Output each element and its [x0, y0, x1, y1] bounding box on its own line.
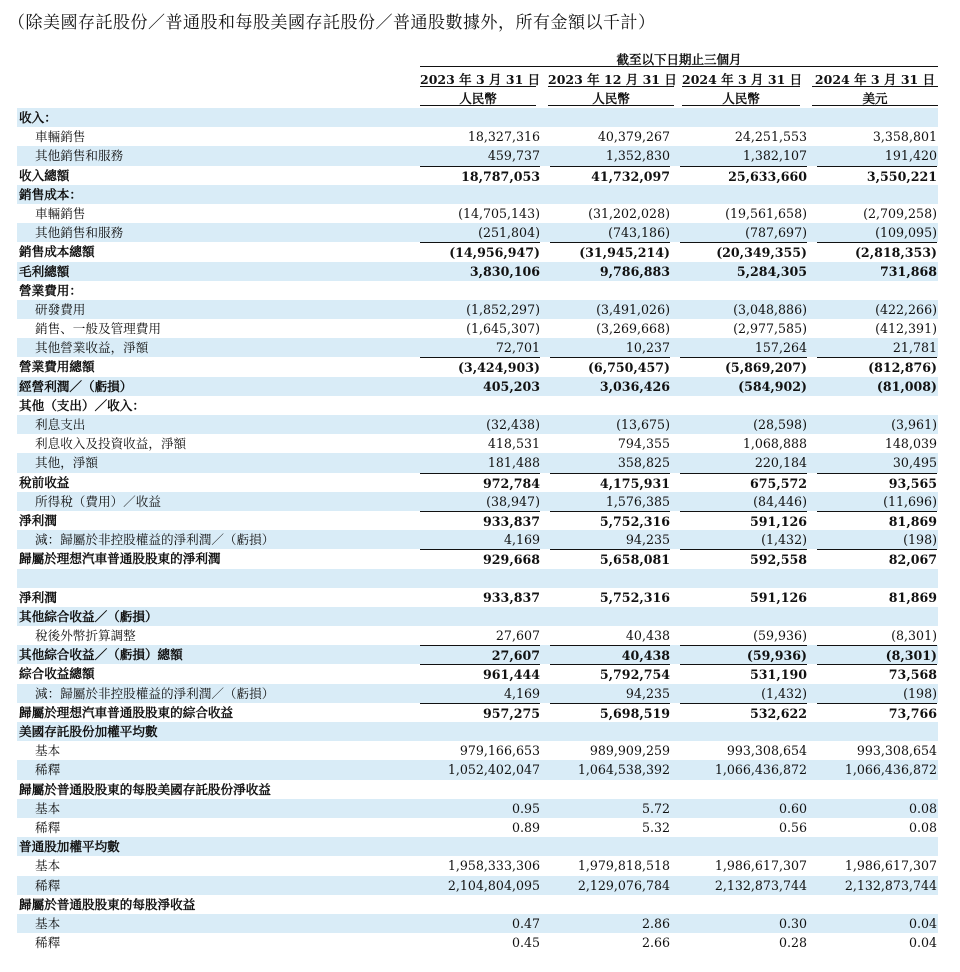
row-value: 5.32: [641, 819, 670, 835]
row-label: 研發費用: [35, 301, 86, 317]
row-value: (3,269,668): [596, 321, 670, 337]
row-value: 591,126: [680, 511, 807, 531]
table-row: [17, 760, 938, 779]
row-value: (59,936): [680, 645, 807, 665]
table-row: [17, 127, 938, 146]
row-value: 73,766: [817, 703, 937, 726]
row-value: 0.08: [908, 819, 937, 835]
table-row: [17, 799, 938, 818]
column-date-2: 2023 年 12 月 31 日: [548, 72, 677, 87]
row-value: (584,902): [738, 378, 807, 394]
row-value: 358,825: [617, 455, 670, 471]
row-value: 459,737: [487, 148, 540, 164]
row-value: 0.08: [908, 800, 937, 816]
row-value: 40,379,267: [597, 129, 670, 145]
table-row: [17, 377, 938, 396]
row-value: 0.47: [511, 915, 540, 931]
period-title: 截至以下日期止三個月: [616, 52, 742, 67]
row-value: 27,607: [495, 628, 540, 644]
table-row: [17, 185, 938, 204]
table-row: [17, 895, 938, 914]
row-label: 稀釋: [35, 819, 61, 835]
table-row: [17, 856, 938, 875]
row-label: 經營利潤／（虧損）: [19, 378, 133, 394]
row-value: (8,301): [817, 645, 937, 665]
row-value: 25,633,660: [680, 166, 807, 186]
row-value: 41,732,097: [550, 166, 670, 186]
row-label: 稀釋: [35, 935, 61, 951]
row-value: 405,203: [483, 378, 540, 394]
row-value: (198): [903, 532, 937, 548]
row-label: 收入：: [19, 110, 57, 125]
table-row: [17, 722, 938, 741]
row-label: 基本: [35, 800, 61, 816]
row-value: 1,064,538,392: [577, 762, 670, 778]
row-value: (31,945,214): [550, 242, 670, 262]
table-row: [17, 569, 938, 588]
row-value: 957,275: [420, 703, 540, 726]
table-row: [17, 473, 938, 492]
table-row: [17, 357, 938, 376]
row-value: (14,956,947): [420, 242, 540, 262]
table-row: [17, 242, 938, 261]
row-value: 5,284,305: [736, 263, 807, 279]
row-value: 2,104,804,095: [447, 877, 540, 893]
table-row: [17, 415, 938, 434]
row-label: 減：歸屬於非控股權益的淨利潤／（虧損）: [35, 532, 275, 548]
row-label: 基本: [35, 743, 61, 759]
table-row: [17, 530, 938, 549]
row-value: 0.28: [778, 935, 807, 951]
column-currency-4: 美元: [812, 89, 938, 106]
row-label: 其他營業收益，淨額: [35, 340, 149, 356]
row-label: 歸屬於普通股股東的每股淨收益: [19, 896, 196, 912]
row-value: 220,184: [754, 455, 807, 471]
row-value: (2,709,258): [863, 205, 937, 221]
row-value: 1,576,385: [605, 493, 670, 509]
row-value: 3,830,106: [469, 263, 540, 279]
row-label: 綜合收益總額: [19, 666, 95, 682]
row-value: (1,432): [761, 685, 807, 701]
row-value: 591,126: [750, 589, 807, 605]
row-label: 淨利潤: [19, 589, 57, 605]
row-value: 94,235: [625, 685, 670, 701]
row-value: (5,869,207): [680, 357, 807, 377]
row-value: 191,420: [884, 148, 937, 164]
period-title-rule: [420, 66, 938, 67]
row-value: 0.04: [908, 935, 937, 951]
row-label: 歸屬於理想汽車普通股股東的綜合收益: [19, 704, 234, 720]
row-label: 淨利潤: [19, 512, 57, 528]
row-label: 普通股加權平均數: [19, 839, 120, 855]
table-row: [17, 933, 938, 952]
row-value: (6,750,457): [550, 357, 670, 377]
row-value: (31,202,028): [588, 205, 670, 221]
table-row: [17, 588, 938, 607]
row-value: 27,607: [420, 645, 540, 665]
row-value: 5,658,081: [550, 549, 670, 572]
column-date-4: 2024 年 3 月 31 日: [812, 70, 938, 87]
row-value: 1,986,617,307: [844, 858, 937, 874]
table-row: [17, 453, 938, 472]
table-row: [17, 684, 938, 703]
row-label: 所得稅（費用）／收益: [35, 493, 161, 509]
table-row: [17, 262, 938, 281]
row-value: 5,752,316: [550, 511, 670, 531]
row-value: (3,048,886): [733, 301, 807, 317]
row-value: 961,444: [420, 664, 540, 684]
row-value: 731,868: [880, 263, 937, 279]
row-value: 1,958,333,306: [447, 858, 540, 874]
row-value: (412,391): [875, 321, 937, 337]
row-value: 94,235: [625, 532, 670, 548]
row-value: (81,008): [876, 378, 937, 394]
row-value: 2,132,873,744: [844, 877, 937, 893]
row-label: 稀釋: [35, 877, 61, 893]
row-value: 10,237: [625, 340, 670, 356]
row-value: 989,909,259: [589, 743, 670, 759]
table-row: [17, 166, 938, 185]
row-value: 2.66: [641, 935, 670, 951]
row-value: 157,264: [754, 340, 807, 356]
row-value: (3,424,903): [420, 357, 540, 377]
row-value: (13,675): [616, 417, 670, 432]
row-value: 2.86: [641, 915, 670, 931]
row-value: 0.56: [778, 819, 807, 835]
row-value: (19,561,658): [725, 205, 807, 221]
row-value: 3,358,801: [872, 129, 937, 145]
row-value: 3,550,221: [817, 166, 937, 186]
row-value: 929,668: [420, 549, 540, 572]
column-currency-2: 人民幣: [548, 89, 674, 106]
row-value: 532,622: [680, 703, 807, 726]
row-label: 其他綜合收益／（虧損）總額: [19, 647, 183, 663]
row-label: 減：歸屬於非控股權益的淨利潤／（虧損）: [35, 685, 275, 701]
row-label: 其他銷售和服務: [35, 225, 124, 241]
statement-table: [17, 108, 938, 952]
row-value: 1,066,436,872: [714, 762, 807, 778]
row-label: 稅前收益: [19, 474, 70, 490]
row-label: 歸屬於普通股股東的每股美國存託股份淨收益: [19, 781, 271, 797]
table-row: [17, 300, 938, 319]
row-value: 933,837: [420, 511, 540, 531]
row-value: 0.60: [778, 800, 807, 816]
row-value: (251,804): [478, 225, 540, 241]
table-row: [17, 664, 938, 683]
table-row: [17, 645, 938, 664]
table-row: [17, 703, 938, 722]
table-row: [17, 146, 938, 165]
row-value: (109,095): [875, 225, 937, 241]
row-label: 毛利總額: [19, 263, 70, 279]
row-value: 1,052,402,047: [447, 762, 540, 778]
amount-unit-note: （除美國存託股份／普通股和每股美國存託股份／普通股數據外，所有金額以千計）: [8, 13, 656, 33]
row-value: (38,947): [486, 493, 540, 509]
row-value: 0.45: [511, 935, 540, 951]
column-date-1: 2023 年 3 月 31 日: [420, 72, 541, 87]
row-value: 1,066,436,872: [844, 762, 937, 778]
table-row: [17, 876, 938, 895]
row-value: 72,701: [495, 340, 540, 356]
row-value: 81,869: [817, 511, 937, 531]
table-row: [17, 281, 938, 300]
row-value: 531,190: [680, 664, 807, 684]
row-label: 基本: [35, 915, 61, 931]
row-value: 5,698,519: [550, 703, 670, 726]
row-value: (3,491,026): [596, 301, 670, 317]
row-value: (422,266): [875, 301, 937, 317]
row-value: (1,852,297): [466, 301, 540, 317]
row-value: 0.04: [908, 915, 937, 931]
table-row: [17, 204, 938, 223]
row-value: 4,175,931: [550, 473, 670, 493]
table-row: [17, 223, 938, 242]
row-value: 9,786,883: [599, 263, 670, 279]
row-label: 利息收入及投資收益，淨額: [35, 436, 187, 452]
row-value: 2,132,873,744: [714, 877, 807, 893]
row-value: 40,438: [625, 628, 670, 644]
row-value: 181,488: [487, 455, 540, 471]
row-label: 車輛銷售: [35, 129, 86, 145]
row-value: 24,251,553: [734, 129, 807, 145]
row-value: 1,979,818,518: [577, 858, 670, 874]
row-label: 銷售成本：: [19, 186, 82, 202]
row-value: 418,531: [487, 436, 540, 452]
row-value: 18,787,053: [420, 166, 540, 186]
row-value: (11,696): [883, 493, 937, 509]
column-date-3: 2024 年 3 月 31 日: [682, 72, 803, 87]
row-label: 美國存託股份加權平均數: [19, 724, 158, 739]
table-row: [17, 818, 938, 837]
row-value: (2,977,585): [733, 321, 807, 337]
row-value: (20,349,355): [680, 242, 807, 262]
row-value: 4,169: [503, 685, 540, 701]
row-value: 0.95: [511, 800, 540, 816]
row-value: (743,186): [608, 225, 670, 241]
row-label: 其他綜合收益／（虧損）: [19, 608, 158, 624]
row-label: 車輛銷售: [35, 205, 86, 221]
table-row: [17, 319, 938, 338]
row-value: 933,837: [483, 589, 540, 605]
table-row: [17, 396, 938, 415]
table-row: [17, 914, 938, 933]
row-label: 其他銷售和服務: [35, 148, 124, 164]
row-value: 93,565: [817, 473, 937, 493]
row-label: 銷售、一般及管理費用: [35, 321, 161, 337]
row-value: 1,352,830: [605, 148, 670, 164]
row-label: 銷售成本總額: [19, 244, 95, 260]
row-value: 592,558: [680, 549, 807, 572]
column-currency-1: 人民幣: [420, 89, 536, 106]
row-value: (787,697): [745, 225, 807, 241]
table-row: [17, 492, 938, 511]
row-value: 4,169: [503, 532, 540, 548]
row-value: (812,876): [817, 357, 937, 377]
table-row: [17, 837, 938, 856]
row-value: 82,067: [817, 549, 937, 572]
row-label: 稅後外幣折算調整: [35, 628, 136, 644]
row-value: 0.30: [778, 915, 807, 931]
row-value: 794,355: [617, 436, 670, 452]
row-value: 81,869: [888, 589, 937, 605]
row-value: 5.72: [641, 800, 670, 816]
row-value: 979,166,653: [459, 743, 540, 759]
row-value: 993,308,654: [726, 743, 807, 759]
row-value: 972,784: [420, 473, 540, 493]
row-value: 5,752,316: [599, 589, 670, 605]
row-label: 其他（支出）／收入：: [19, 397, 145, 413]
row-value: (1,432): [761, 532, 807, 548]
table-row: [17, 607, 938, 626]
table-row: [17, 338, 938, 357]
row-value: 21,781: [892, 340, 937, 356]
row-value: 1,382,107: [742, 148, 807, 164]
table-row: [17, 434, 938, 453]
row-value: 5,792,754: [550, 664, 670, 684]
table-row: [17, 549, 938, 568]
row-label: 營業費用總額: [19, 359, 95, 375]
row-value: 1,068,888: [742, 436, 807, 452]
row-value: 18,327,316: [467, 129, 540, 145]
row-value: (2,818,353): [817, 242, 937, 262]
row-value: (14,705,143): [458, 205, 540, 221]
table-row: [17, 108, 938, 127]
row-value: (8,301): [891, 628, 937, 644]
row-value: (1,645,307): [466, 321, 540, 337]
table-row: [17, 780, 938, 799]
row-value: 40,438: [550, 645, 670, 665]
row-label: 基本: [35, 858, 61, 874]
row-value: 3,036,426: [599, 378, 670, 394]
row-value: 30,495: [892, 455, 937, 471]
row-label: 歸屬於理想汽車普通股股東的淨利潤: [19, 551, 221, 567]
row-value: 148,039: [884, 436, 937, 452]
table-row: [17, 511, 938, 530]
row-value: (84,446): [753, 493, 807, 509]
row-value: 2,129,076,784: [577, 877, 670, 893]
table-row: [17, 626, 938, 645]
table-row: [17, 741, 938, 760]
column-currency-3: 人民幣: [682, 89, 800, 106]
row-value: 1,986,617,307: [714, 858, 807, 874]
row-label: 收入總額: [19, 167, 70, 183]
row-value: 993,308,654: [856, 743, 937, 759]
row-label: 營業費用：: [19, 282, 82, 298]
row-label: 稀釋: [35, 762, 61, 778]
row-value: (198): [903, 685, 937, 701]
row-value: 73,568: [817, 664, 937, 684]
row-value: (32,438): [486, 417, 540, 432]
row-value: (3,961): [891, 417, 937, 432]
row-value: (28,598): [753, 417, 807, 432]
row-value: (59,936): [753, 628, 807, 644]
row-label: 其他，淨額: [35, 455, 98, 471]
row-label: 利息支出: [35, 417, 86, 432]
row-value: 675,572: [680, 473, 807, 493]
row-value: 0.89: [511, 819, 540, 835]
